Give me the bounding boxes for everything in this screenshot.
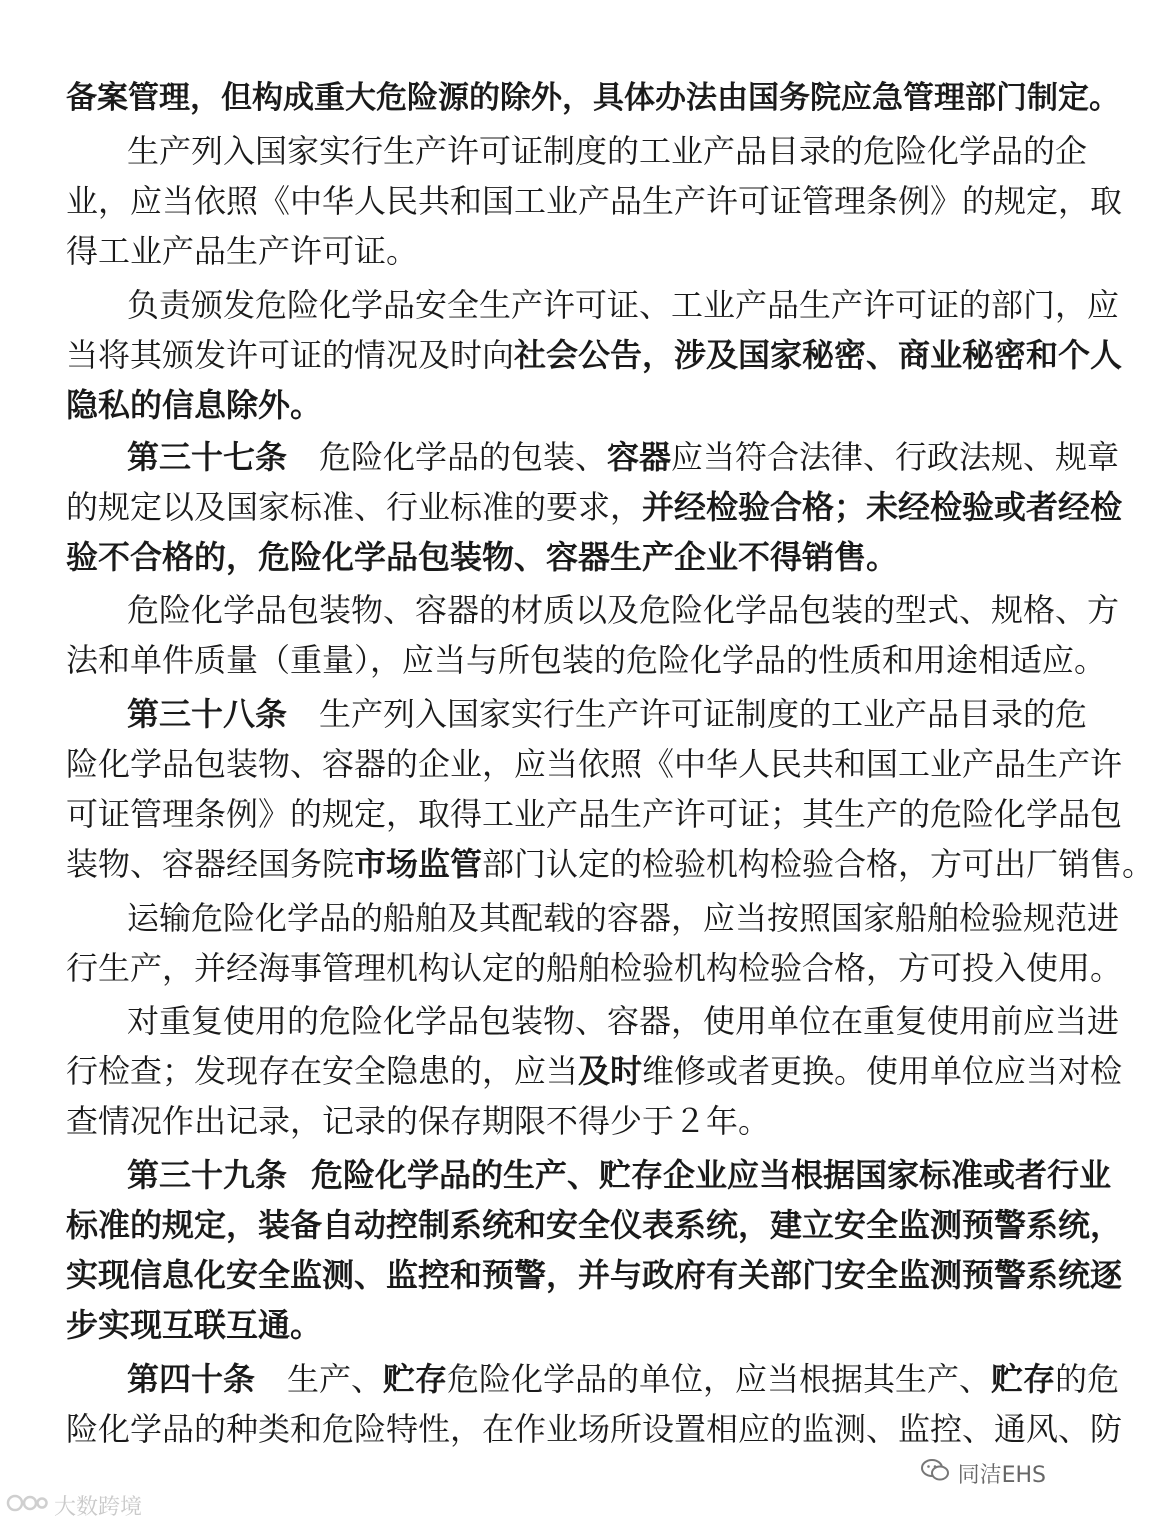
text-normal: 当将其颁发许可证的情况及时向 — [66, 336, 515, 374]
text-line-20 — [66, 1051, 1122, 1091]
text-normal: 危险化学品的包装、 — [319, 438, 608, 476]
text-normal: 生产、 — [287, 1360, 384, 1398]
text-line-12: 法和单件质量（重量），应当与所包装的危险化学品的性质和用途相适应。 — [66, 641, 1107, 679]
wechat-icon — [920, 1457, 950, 1489]
article-39-line-4: 步实现互联互通。 — [66, 1306, 323, 1344]
text-line-2: 生产列入国家实行生产许可证制度的工业产品目录的危险化学品的企 — [127, 132, 1088, 170]
article-37-line-2 — [66, 487, 1122, 527]
text-normal: 应当符合法律、行政法规、规章 — [671, 438, 1120, 476]
article-38-heading: 第三十八条 — [127, 695, 288, 733]
watermark-text: 大数跨境 — [54, 1495, 143, 1520]
article-39-heading: 第三十九条 — [127, 1156, 288, 1194]
wechat-watermark — [920, 1457, 1046, 1489]
text-normal: 生产列入国家实行生产许可证制度的工业产品目录的危 — [319, 695, 1088, 733]
text-line-6 — [66, 335, 1122, 375]
text-bold: 并经检验合格；未经检验或者经检 — [642, 488, 1123, 526]
article-37-line-3: 验不合格的，危险化学品包装物、容器生产企业不得销售。 — [66, 538, 899, 576]
text-normal: 的危 — [1055, 1360, 1120, 1398]
text-normal: 行检查；发现存在安全隐患的，应当 — [66, 1052, 579, 1090]
text-line-11: 危险化学品包装物、容器的材质以及危险化学品包装的型式、规格、方 — [127, 591, 1120, 629]
text-normal: 的规定以及国家标准、行业标准的要求， — [66, 488, 643, 526]
text-normal: 维修或者更换。使用单位应当对检 — [642, 1052, 1123, 1090]
article-39-line-2: 标准的规定，装备自动控制系统和安全仪表系统，建立安全监测预警系统， — [66, 1206, 1123, 1244]
text-bold: 及时 — [578, 1052, 643, 1090]
text-line-1: 备案管理，但构成重大危险源的除外，具体办法由国务院应急管理部门制定。 — [66, 80, 1120, 116]
text-bold: 危险化学品的生产、贮存企业应当根据国家标准或者行业 — [311, 1156, 1112, 1194]
text-line-17: 运输危险化学品的船舶及其配载的容器，应当按照国家船舶检验规范进 — [127, 899, 1120, 937]
text-bold: 市场监管 — [354, 845, 483, 883]
text-line-19: 对重复使用的危险化学品包装物、容器，使用单位在重复使用前应当进 — [127, 1002, 1120, 1040]
text-normal: 装物、容器经国务院 — [66, 845, 355, 883]
dashukuajing-logo-icon — [6, 1492, 48, 1520]
site-watermark — [6, 1490, 142, 1521]
article-40-heading: 第四十条 — [127, 1360, 256, 1398]
article-38-line-3: 可证管理条例》的规定，取得工业产品生产许可证；其生产的危险化学品包 — [66, 795, 1123, 833]
text-bold: 贮存 — [383, 1360, 448, 1398]
text-line-7: 隐私的信息除外。 — [66, 386, 323, 424]
article-38-line-2: 险化学品包装物、容器的企业，应当依照《中华人民共和国工业产品生产许 — [66, 745, 1123, 783]
text-bold: 贮存 — [991, 1360, 1056, 1398]
text-line-4: 得工业产品生产许可证。 — [66, 232, 419, 270]
article-38-line-1 — [127, 694, 1087, 734]
article-39-line-3: 实现信息化安全监测、监控和预警，并与政府有关部门安全监测预警系统逐 — [66, 1256, 1123, 1294]
text-bold: 社会公告，涉及国家秘密、商业秘密和个人 — [514, 336, 1123, 374]
article-38-line-4 — [66, 844, 1154, 884]
text-bold: 容器 — [607, 438, 672, 476]
article-40-line-1 — [127, 1359, 1119, 1399]
text-normal: 危险化学品的单位，应当根据其生产、 — [447, 1360, 992, 1398]
text-line-18: 行生产，并经海事管理机构认定的船舶检验机构检验合格，方可投入使用。 — [66, 949, 1123, 987]
article-40-line-2: 险化学品的种类和危险特性，在作业场所设置相应的监测、监控、通风、防 — [66, 1410, 1123, 1448]
text-line-3: 业，应当依照《中华人民共和国工业产品生产许可证管理条例》的规定，取 — [66, 182, 1123, 220]
text-line-5: 负责颁发危险化学品安全生产许可证、工业产品生产许可证的部门，应 — [127, 286, 1120, 324]
watermark-text: 同洁EHS — [957, 1462, 1046, 1488]
article-37-heading: 第三十七条 — [127, 438, 288, 476]
text-line-21: 查情况作出记录，记录的保存期限不得少于２年。 — [66, 1102, 771, 1140]
article-39-line-1 — [127, 1155, 1111, 1195]
text-normal: 部门认定的检验机构检验合格，方可出厂销售。 — [482, 845, 1154, 883]
article-37-line-1 — [127, 437, 1119, 477]
